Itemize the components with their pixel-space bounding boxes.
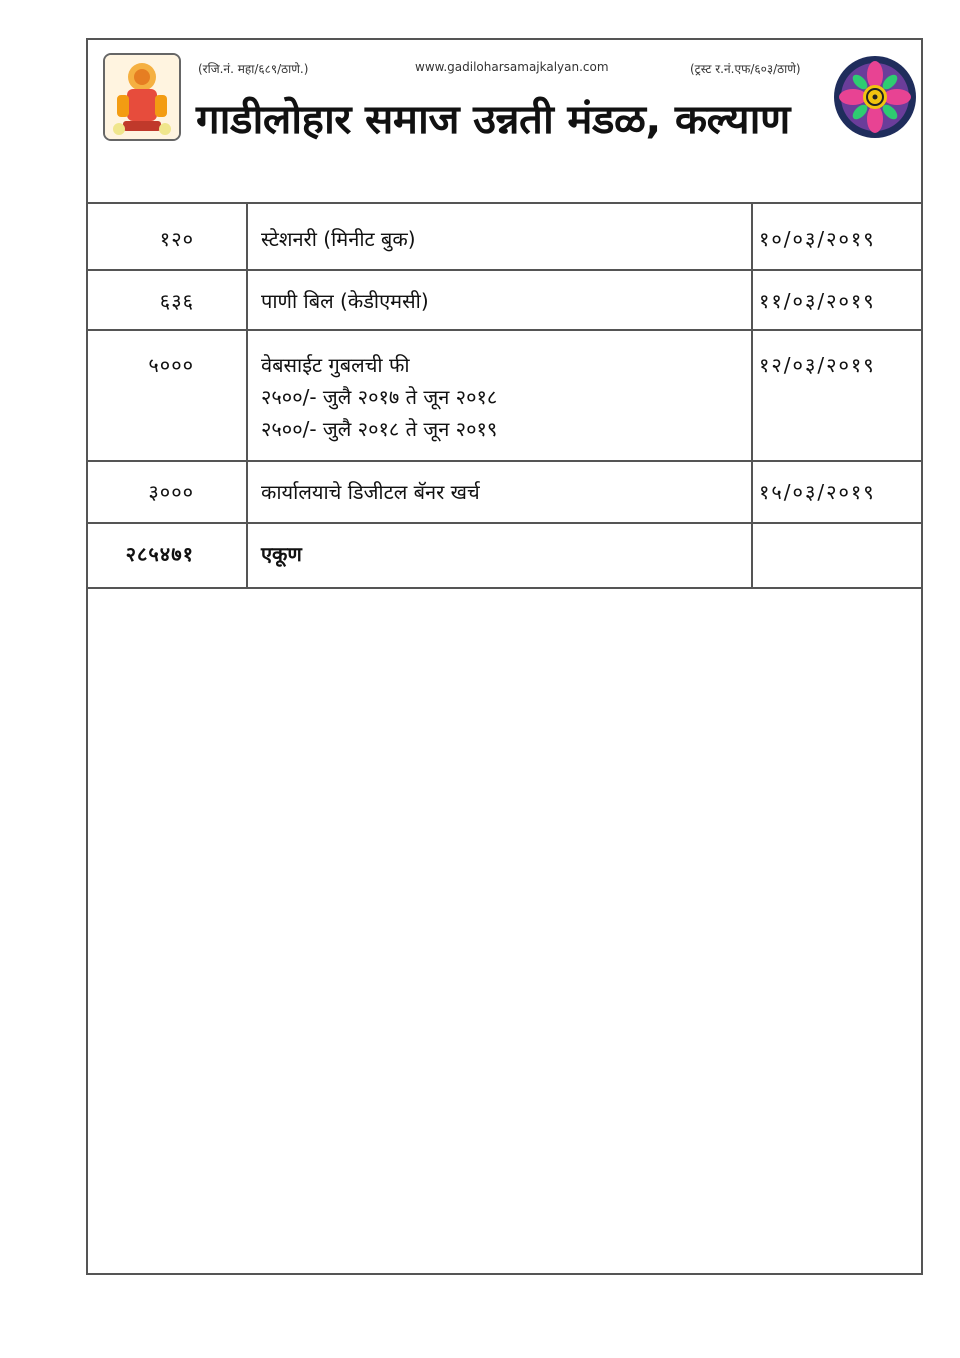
deity-logo-icon xyxy=(103,53,181,141)
date-cell: १०/०३/२०१९ xyxy=(752,203,921,270)
total-label: एकूण xyxy=(247,523,752,588)
organization-title: गाडीलोहार समाज उन्नती मंडळ, कल्याण xyxy=(196,97,790,143)
registration-number-left: (रजि.नं. महा/६८९/ठाणे.) xyxy=(198,62,309,76)
document-frame xyxy=(86,38,923,1275)
amount-cell: ३००० xyxy=(88,461,247,523)
table-row xyxy=(88,461,921,523)
description-cell xyxy=(247,270,752,330)
description-cell xyxy=(247,203,752,270)
description-line: कार्यालयाचे डिजीटल बॅनर खर्च xyxy=(261,480,480,504)
description-line: वेबसाईट गुबलची फी xyxy=(261,353,410,377)
date-cell: १५/०३/२०१९ xyxy=(752,461,921,523)
description-cell xyxy=(247,330,752,461)
date-cell: ११/०३/२०१९ xyxy=(752,270,921,330)
amount-cell: ५००० xyxy=(88,330,247,461)
description-line: स्टेशनरी (मिनीट बुक) xyxy=(261,227,416,251)
trust-registration-number: (ट्रस्ट र.नं.एफ/६०३/ठाणे) xyxy=(690,62,801,76)
date-cell: १२/०३/२०१९ xyxy=(752,330,921,461)
total-row xyxy=(88,523,921,588)
amount-cell: ६३६ xyxy=(88,270,247,330)
letterhead xyxy=(88,40,921,204)
emblem-logo-icon xyxy=(833,55,917,139)
description-cell xyxy=(247,461,752,523)
amount-cell: १२० xyxy=(88,203,247,270)
table-row xyxy=(88,203,921,270)
website-url[interactable]: www.gadiloharsamajkalyan.com xyxy=(415,60,609,74)
total-date-cell xyxy=(752,523,921,588)
table-row xyxy=(88,330,921,461)
total-amount: २८५४७१ xyxy=(88,523,247,588)
table-row xyxy=(88,270,921,330)
description-line: २५००/- जुलै २०१७ ते जून २०१८ xyxy=(261,385,498,409)
description-line: २५००/- जुलै २०१८ ते जून २०१९ xyxy=(261,417,498,441)
expense-table xyxy=(88,203,921,589)
description-line: पाणी बिल (केडीएमसी) xyxy=(261,289,429,313)
